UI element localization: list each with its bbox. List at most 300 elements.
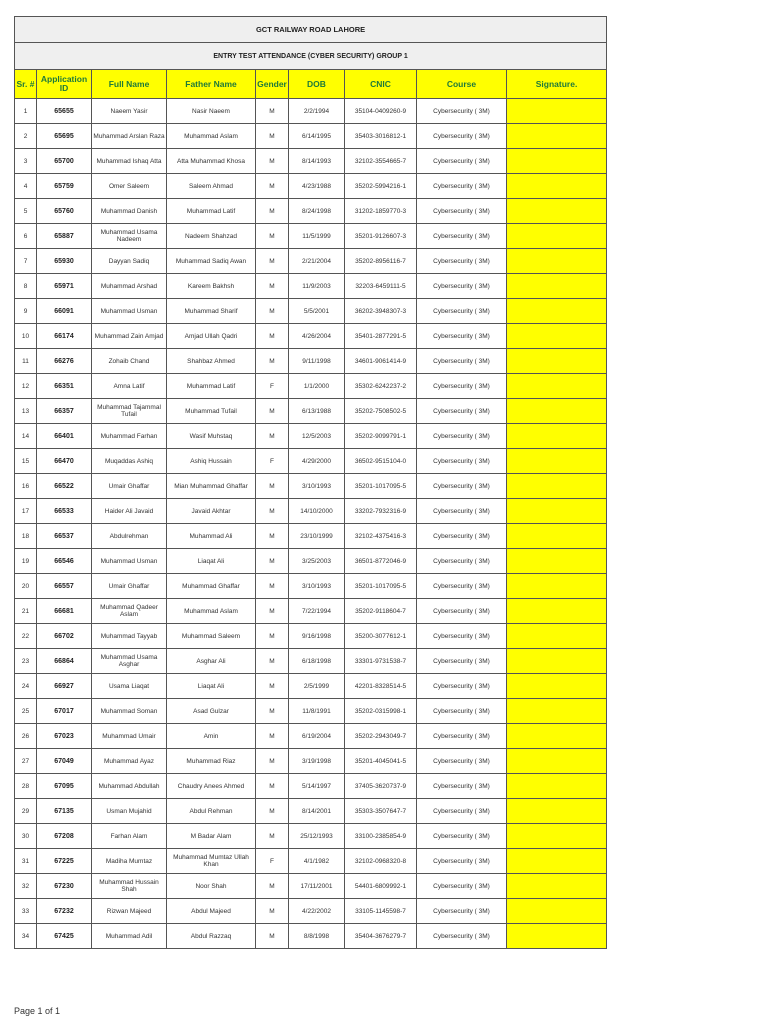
cell-cnic: 35104-0409260-9 — [345, 99, 417, 124]
cell-gender: M — [256, 749, 289, 774]
table-row — [15, 799, 607, 824]
cell-course: Cybersecurity ( 3M) — [417, 824, 507, 849]
cell-gender: M — [256, 249, 289, 274]
cell-father-name: Kareem Bakhsh — [167, 274, 256, 299]
cell-dob: 5/14/1997 — [289, 774, 345, 799]
cell-dob: 23/10/1999 — [289, 524, 345, 549]
cell-cnic: 35202-9099791-1 — [345, 424, 417, 449]
sheet-subtitle: ENTRY TEST ATTENDANCE (CYBER SECURITY) GROUP 1 — [15, 43, 607, 70]
cell-sr: 6 — [15, 224, 37, 249]
cell-course: Cybersecurity ( 3M) — [417, 199, 507, 224]
cell-signature[interactable] — [507, 874, 607, 899]
cell-application-id: 66927 — [37, 674, 92, 699]
cell-full-name: Usama Liaqat — [92, 674, 167, 699]
cell-cnic: 42201-8328514-5 — [345, 674, 417, 699]
table-row — [15, 474, 607, 499]
cell-signature[interactable] — [507, 124, 607, 149]
cell-gender: M — [256, 99, 289, 124]
cell-full-name: Muhammad Zain Amjad — [92, 324, 167, 349]
cell-sr: 1 — [15, 99, 37, 124]
cell-signature[interactable] — [507, 524, 607, 549]
table-row — [15, 99, 607, 124]
cell-sr: 13 — [15, 399, 37, 424]
table-row — [15, 449, 607, 474]
cell-full-name: Usman Mujahid — [92, 799, 167, 824]
cell-full-name: Muhammad Tajammal Tufail — [92, 399, 167, 424]
cell-cnic: 31202-1859770-3 — [345, 199, 417, 224]
cell-gender: M — [256, 349, 289, 374]
cell-application-id: 65971 — [37, 274, 92, 299]
cell-father-name: Shahbaz Ahmed — [167, 349, 256, 374]
cell-dob: 14/10/2000 — [289, 499, 345, 524]
cell-father-name: Asghar Ali — [167, 649, 256, 674]
cell-dob: 11/9/2003 — [289, 274, 345, 299]
cell-course: Cybersecurity ( 3M) — [417, 874, 507, 899]
cell-gender: M — [256, 824, 289, 849]
cell-full-name: Muqaddas Ashiq — [92, 449, 167, 474]
cell-signature[interactable] — [507, 99, 607, 124]
cell-sr: 26 — [15, 724, 37, 749]
cell-father-name: Abdul Rehman — [167, 799, 256, 824]
cell-course: Cybersecurity ( 3M) — [417, 99, 507, 124]
cell-gender: M — [256, 574, 289, 599]
cell-dob: 2/5/1999 — [289, 674, 345, 699]
cell-full-name: Muhammad Qadeer Aslam — [92, 599, 167, 624]
cell-sr: 29 — [15, 799, 37, 824]
cell-signature[interactable] — [507, 599, 607, 624]
cell-signature[interactable] — [507, 299, 607, 324]
cell-gender: M — [256, 899, 289, 924]
cell-course: Cybersecurity ( 3M) — [417, 149, 507, 174]
cell-cnic: 35202-0315998-1 — [345, 699, 417, 724]
cell-signature[interactable] — [507, 924, 607, 949]
col-header-course: Course — [417, 70, 507, 99]
cell-full-name: Rizwan Majeed — [92, 899, 167, 924]
table-row — [15, 149, 607, 174]
table-row — [15, 399, 607, 424]
cell-signature[interactable] — [507, 249, 607, 274]
cell-gender: M — [256, 699, 289, 724]
cell-cnic: 36202-3948307-3 — [345, 299, 417, 324]
cell-sr: 10 — [15, 324, 37, 349]
cell-cnic: 35201-9126607-3 — [345, 224, 417, 249]
cell-sr: 25 — [15, 699, 37, 724]
table-row — [15, 374, 607, 399]
cell-dob: 5/5/2001 — [289, 299, 345, 324]
cell-dob: 4/26/2004 — [289, 324, 345, 349]
cell-signature[interactable] — [507, 224, 607, 249]
cell-application-id: 67232 — [37, 899, 92, 924]
cell-sr: 27 — [15, 749, 37, 774]
cell-father-name: Muhammad Riaz — [167, 749, 256, 774]
cell-application-id: 66276 — [37, 349, 92, 374]
cell-sr: 15 — [15, 449, 37, 474]
cell-father-name: Abdul Majeed — [167, 899, 256, 924]
cell-sr: 2 — [15, 124, 37, 149]
cell-course: Cybersecurity ( 3M) — [417, 524, 507, 549]
table-row — [15, 324, 607, 349]
cell-gender: M — [256, 874, 289, 899]
col-header-father-name: Father Name — [167, 70, 256, 99]
cell-application-id: 67425 — [37, 924, 92, 949]
cell-father-name: Muhammad Aslam — [167, 599, 256, 624]
cell-sr: 20 — [15, 574, 37, 599]
cell-gender: M — [256, 774, 289, 799]
cell-father-name: Atta Muhammad Khosa — [167, 149, 256, 174]
cell-cnic: 35401-2877291-5 — [345, 324, 417, 349]
col-header-sr: Sr. # — [15, 70, 37, 99]
cell-application-id: 67017 — [37, 699, 92, 724]
cell-signature[interactable] — [507, 274, 607, 299]
cell-cnic: 35202-7508502-5 — [345, 399, 417, 424]
cell-signature[interactable] — [507, 474, 607, 499]
cell-father-name: M Badar Alam — [167, 824, 256, 849]
cell-cnic: 33301-9731538-7 — [345, 649, 417, 674]
cell-cnic: 35201-1017095-5 — [345, 574, 417, 599]
cell-father-name: Liaqat Ali — [167, 674, 256, 699]
cell-sr: 34 — [15, 924, 37, 949]
cell-full-name: Haider Ali Javaid — [92, 499, 167, 524]
cell-course: Cybersecurity ( 3M) — [417, 849, 507, 874]
cell-application-id: 66401 — [37, 424, 92, 449]
cell-full-name: Farhan Alam — [92, 824, 167, 849]
cell-father-name: Wasif Muhstaq — [167, 424, 256, 449]
cell-dob: 6/14/1995 — [289, 124, 345, 149]
cell-father-name: Muhammad Sharif — [167, 299, 256, 324]
cell-cnic: 35202-9118604-7 — [345, 599, 417, 624]
cell-signature[interactable] — [507, 199, 607, 224]
cell-signature[interactable] — [507, 624, 607, 649]
cell-full-name: Umair Ghaffar — [92, 574, 167, 599]
cell-gender: M — [256, 424, 289, 449]
cell-cnic: 35200-3077612-1 — [345, 624, 417, 649]
cell-gender: M — [256, 399, 289, 424]
cell-full-name: Umair Ghaffar — [92, 474, 167, 499]
cell-full-name: Abdulrehman — [92, 524, 167, 549]
cell-application-id: 66351 — [37, 374, 92, 399]
cell-gender: M — [256, 124, 289, 149]
cell-sr: 31 — [15, 849, 37, 874]
table-row — [15, 699, 607, 724]
cell-dob: 3/10/1993 — [289, 474, 345, 499]
cell-cnic: 35201-1017095-5 — [345, 474, 417, 499]
cell-course: Cybersecurity ( 3M) — [417, 599, 507, 624]
sheet-title: GCT RAILWAY ROAD LAHORE — [15, 17, 607, 43]
cell-dob: 1/1/2000 — [289, 374, 345, 399]
cell-gender: M — [256, 624, 289, 649]
cell-course: Cybersecurity ( 3M) — [417, 924, 507, 949]
cell-dob: 2/21/2004 — [289, 249, 345, 274]
cell-course: Cybersecurity ( 3M) — [417, 124, 507, 149]
cell-sr: 33 — [15, 899, 37, 924]
cell-sr: 19 — [15, 549, 37, 574]
cell-sr: 16 — [15, 474, 37, 499]
cell-cnic: 35303-3507647-7 — [345, 799, 417, 824]
cell-signature[interactable] — [507, 649, 607, 674]
cell-dob: 6/18/1998 — [289, 649, 345, 674]
cell-father-name: Muhammad Mumtaz Ullah Khan — [167, 849, 256, 874]
table-row — [15, 774, 607, 799]
table-row — [15, 849, 607, 874]
cell-course: Cybersecurity ( 3M) — [417, 749, 507, 774]
cell-application-id: 65700 — [37, 149, 92, 174]
table-row — [15, 724, 607, 749]
cell-signature[interactable] — [507, 399, 607, 424]
cell-father-name: Muhammad Ghaffar — [167, 574, 256, 599]
col-header-full-name: Full Name — [92, 70, 167, 99]
cell-sr: 23 — [15, 649, 37, 674]
cell-cnic: 35201-4045041-5 — [345, 749, 417, 774]
cell-full-name: Muhammad Arshad — [92, 274, 167, 299]
cell-full-name: Muhammad Usman — [92, 299, 167, 324]
cell-father-name: Saleem Ahmad — [167, 174, 256, 199]
cell-course: Cybersecurity ( 3M) — [417, 649, 507, 674]
cell-gender: M — [256, 724, 289, 749]
col-header-dob: DOB — [289, 70, 345, 99]
cell-gender: M — [256, 499, 289, 524]
table-row — [15, 899, 607, 924]
cell-dob: 4/22/2002 — [289, 899, 345, 924]
cell-gender: M — [256, 799, 289, 824]
cell-gender: M — [256, 324, 289, 349]
cell-sr: 22 — [15, 624, 37, 649]
cell-signature[interactable] — [507, 174, 607, 199]
cell-course: Cybersecurity ( 3M) — [417, 374, 507, 399]
cell-gender: M — [256, 674, 289, 699]
cell-gender: M — [256, 224, 289, 249]
cell-course: Cybersecurity ( 3M) — [417, 174, 507, 199]
cell-full-name: Muhammad Usman — [92, 549, 167, 574]
cell-dob: 11/5/1999 — [289, 224, 345, 249]
cell-full-name: Omer Saleem — [92, 174, 167, 199]
cell-dob: 8/24/1998 — [289, 199, 345, 224]
cell-sr: 30 — [15, 824, 37, 849]
table-row — [15, 574, 607, 599]
cell-sr: 24 — [15, 674, 37, 699]
cell-application-id: 67023 — [37, 724, 92, 749]
cell-cnic: 36501-8772046-9 — [345, 549, 417, 574]
cell-application-id: 65759 — [37, 174, 92, 199]
cell-course: Cybersecurity ( 3M) — [417, 424, 507, 449]
cell-father-name: Abdul Razzaq — [167, 924, 256, 949]
cell-application-id: 66470 — [37, 449, 92, 474]
cell-full-name: Naeem Yasir — [92, 99, 167, 124]
cell-signature[interactable] — [507, 699, 607, 724]
table-row — [15, 524, 607, 549]
table-row — [15, 549, 607, 574]
cell-dob: 8/14/2001 — [289, 799, 345, 824]
cell-cnic: 35202-8956116-7 — [345, 249, 417, 274]
cell-dob: 3/19/1998 — [289, 749, 345, 774]
cell-signature[interactable] — [507, 724, 607, 749]
cell-gender: M — [256, 599, 289, 624]
cell-father-name: Ashiq Hussain — [167, 449, 256, 474]
cell-cnic: 35202-2943049-7 — [345, 724, 417, 749]
attendance-table — [14, 16, 607, 949]
cell-gender: M — [256, 149, 289, 174]
cell-application-id: 65760 — [37, 199, 92, 224]
cell-application-id: 65887 — [37, 224, 92, 249]
cell-dob: 25/12/1993 — [289, 824, 345, 849]
cell-dob: 4/23/1988 — [289, 174, 345, 199]
cell-father-name: Muhammad Latif — [167, 374, 256, 399]
cell-full-name: Muhammad Tayyab — [92, 624, 167, 649]
cell-sr: 3 — [15, 149, 37, 174]
cell-full-name: Amna Latif — [92, 374, 167, 399]
cell-cnic: 54401-6809992-1 — [345, 874, 417, 899]
cell-application-id: 67230 — [37, 874, 92, 899]
table-row — [15, 124, 607, 149]
cell-course: Cybersecurity ( 3M) — [417, 474, 507, 499]
cell-cnic: 33100-2385854-9 — [345, 824, 417, 849]
cell-father-name: Muhammad Latif — [167, 199, 256, 224]
cell-dob: 2/2/1994 — [289, 99, 345, 124]
cell-sr: 7 — [15, 249, 37, 274]
col-header-signature: Signature. — [507, 70, 607, 99]
col-header-application-id: Application ID — [37, 70, 92, 99]
cell-signature[interactable] — [507, 424, 607, 449]
cell-dob: 6/13/1988 — [289, 399, 345, 424]
cell-application-id: 66522 — [37, 474, 92, 499]
cell-signature[interactable] — [507, 324, 607, 349]
cell-dob: 7/22/1994 — [289, 599, 345, 624]
table-row — [15, 599, 607, 624]
cell-father-name: Muhammad Tufail — [167, 399, 256, 424]
cell-full-name: Muhammad Ishaq Atta — [92, 149, 167, 174]
cell-father-name: Liaqat Ali — [167, 549, 256, 574]
cell-signature[interactable] — [507, 849, 607, 874]
cell-full-name: Muhammad Adil — [92, 924, 167, 949]
cell-signature[interactable] — [507, 899, 607, 924]
cell-full-name: Dayyan Sadiq — [92, 249, 167, 274]
cell-gender: M — [256, 549, 289, 574]
table-row — [15, 199, 607, 224]
cell-course: Cybersecurity ( 3M) — [417, 399, 507, 424]
cell-sr: 4 — [15, 174, 37, 199]
cell-signature[interactable] — [507, 774, 607, 799]
cell-cnic: 35404-3676279-7 — [345, 924, 417, 949]
col-header-cnic: CNIC — [345, 70, 417, 99]
cell-father-name: Muhammad Ali — [167, 524, 256, 549]
cell-course: Cybersecurity ( 3M) — [417, 274, 507, 299]
cell-course: Cybersecurity ( 3M) — [417, 774, 507, 799]
cell-application-id: 66702 — [37, 624, 92, 649]
cell-gender: M — [256, 474, 289, 499]
cell-signature[interactable] — [507, 799, 607, 824]
cell-signature[interactable] — [507, 549, 607, 574]
cell-cnic: 32102-0968320-8 — [345, 849, 417, 874]
cell-full-name: Muhammad Danish — [92, 199, 167, 224]
cell-signature[interactable] — [507, 824, 607, 849]
cell-application-id: 66174 — [37, 324, 92, 349]
cell-application-id: 67225 — [37, 849, 92, 874]
cell-cnic: 34601-9061414-9 — [345, 349, 417, 374]
cell-full-name: Muhammad Umair — [92, 724, 167, 749]
cell-sr: 11 — [15, 349, 37, 374]
cell-sr: 17 — [15, 499, 37, 524]
cell-cnic: 33105-1145598-7 — [345, 899, 417, 924]
cell-signature[interactable] — [507, 449, 607, 474]
cell-gender: M — [256, 174, 289, 199]
cell-gender: M — [256, 299, 289, 324]
cell-course: Cybersecurity ( 3M) — [417, 624, 507, 649]
cell-sr: 18 — [15, 524, 37, 549]
table-row — [15, 874, 607, 899]
cell-application-id: 67049 — [37, 749, 92, 774]
cell-sr: 14 — [15, 424, 37, 449]
cell-dob: 9/11/1998 — [289, 349, 345, 374]
cell-full-name: Muhammad Farhan — [92, 424, 167, 449]
table-row — [15, 624, 607, 649]
cell-father-name: Muhammad Sadiq Awan — [167, 249, 256, 274]
cell-dob: 3/25/2003 — [289, 549, 345, 574]
col-header-gender: Gender — [256, 70, 289, 99]
cell-signature[interactable] — [507, 499, 607, 524]
cell-dob: 11/8/1991 — [289, 699, 345, 724]
cell-gender: F — [256, 374, 289, 399]
cell-application-id: 66533 — [37, 499, 92, 524]
cell-course: Cybersecurity ( 3M) — [417, 699, 507, 724]
cell-application-id: 66557 — [37, 574, 92, 599]
cell-course: Cybersecurity ( 3M) — [417, 899, 507, 924]
cell-sr: 8 — [15, 274, 37, 299]
cell-application-id: 67095 — [37, 774, 92, 799]
cell-application-id: 66357 — [37, 399, 92, 424]
cell-course: Cybersecurity ( 3M) — [417, 499, 507, 524]
cell-signature[interactable] — [507, 674, 607, 699]
cell-cnic: 35302-6242237-2 — [345, 374, 417, 399]
cell-course: Cybersecurity ( 3M) — [417, 724, 507, 749]
cell-dob: 4/1/1982 — [289, 849, 345, 874]
cell-dob: 3/10/1993 — [289, 574, 345, 599]
cell-course: Cybersecurity ( 3M) — [417, 324, 507, 349]
cell-course: Cybersecurity ( 3M) — [417, 249, 507, 274]
table-row — [15, 749, 607, 774]
cell-gender: M — [256, 649, 289, 674]
cell-father-name: Asad Gulzar — [167, 699, 256, 724]
cell-father-name: Mian Muhammad Ghaffar — [167, 474, 256, 499]
table-row — [15, 299, 607, 324]
cell-father-name: Muhammad Saleem — [167, 624, 256, 649]
cell-signature[interactable] — [507, 149, 607, 174]
cell-full-name: Muhammad Arslan Raza — [92, 124, 167, 149]
cell-cnic: 35403-3016812-1 — [345, 124, 417, 149]
cell-course: Cybersecurity ( 3M) — [417, 549, 507, 574]
cell-full-name: Zohaib Chand — [92, 349, 167, 374]
cell-cnic: 32102-4375416-3 — [345, 524, 417, 549]
cell-signature[interactable] — [507, 749, 607, 774]
cell-cnic: 35202-5994216-1 — [345, 174, 417, 199]
cell-father-name: Noor Shah — [167, 874, 256, 899]
cell-signature[interactable] — [507, 374, 607, 399]
cell-application-id: 66546 — [37, 549, 92, 574]
cell-application-id: 65655 — [37, 99, 92, 124]
table-row — [15, 649, 607, 674]
table-row — [15, 824, 607, 849]
cell-signature[interactable] — [507, 574, 607, 599]
cell-sr: 5 — [15, 199, 37, 224]
cell-cnic: 37405-3620737-9 — [345, 774, 417, 799]
cell-dob: 4/29/2000 — [289, 449, 345, 474]
cell-dob: 6/19/2004 — [289, 724, 345, 749]
cell-application-id: 67208 — [37, 824, 92, 849]
cell-signature[interactable] — [507, 349, 607, 374]
cell-full-name: Muhammad Ayaz — [92, 749, 167, 774]
cell-gender: M — [256, 274, 289, 299]
cell-sr: 28 — [15, 774, 37, 799]
cell-application-id: 67135 — [37, 799, 92, 824]
cell-course: Cybersecurity ( 3M) — [417, 574, 507, 599]
